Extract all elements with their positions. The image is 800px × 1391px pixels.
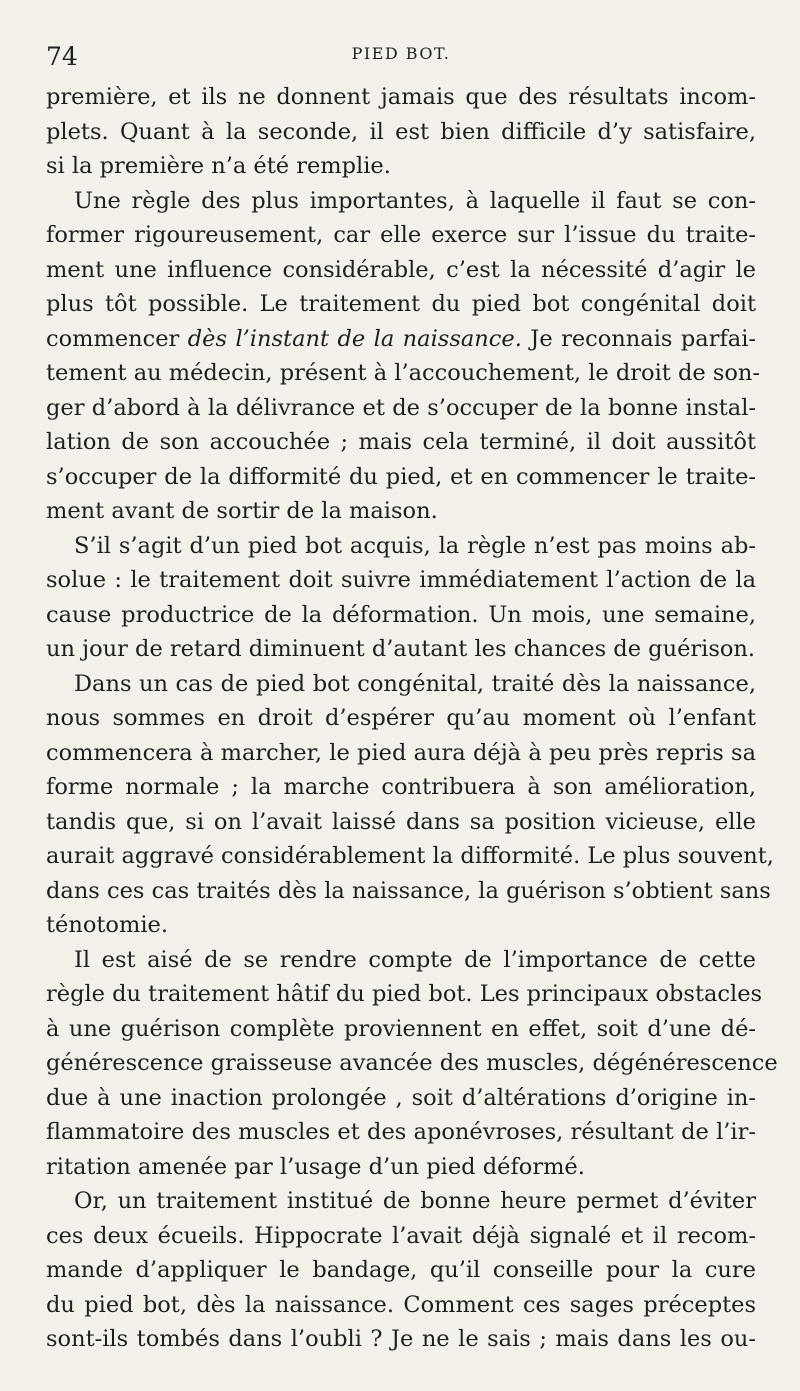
text-segment: Il est aisé de se rendre compte de l’importance de cette — [74, 946, 756, 973]
text-segment: plets. Quant à la seconde, il est bien difficile d’y satisfaire, — [46, 118, 756, 145]
text-segment: tandis que, si on l’avait laissé dans sa position vicieuse, elle — [46, 808, 756, 835]
text-line — [46, 563, 756, 598]
text-segment: Dans un cas de pied bot congénital, traité dès la naissance, — [74, 670, 756, 697]
text-line — [46, 391, 756, 426]
text-line — [46, 80, 756, 115]
text-line — [46, 460, 756, 495]
text-segment: tement au médecin, présent à l’accouchement, le droit de son- — [46, 360, 761, 386]
text-line — [46, 115, 756, 150]
paragraph — [46, 529, 756, 667]
text-line — [46, 356, 761, 391]
text-line — [46, 529, 756, 564]
text-segment: forme normale ; la marche contribuera à son amélioration, — [46, 774, 756, 800]
text-segment: commencera à marcher, le pied aura déjà à peu près repris sa — [46, 739, 756, 766]
text-segment: ment avant de sortir de la maison. — [46, 498, 438, 524]
text-segment: Une règle des plus importantes, à laquelle il faut se con- — [74, 187, 756, 214]
text-segment: due à une inaction prolongée , soit d’altérations d’origine in- — [46, 1084, 756, 1111]
text-line — [46, 874, 771, 909]
text-segment: plus tôt possible. Le traitement du pied bot congénital doit — [46, 291, 756, 317]
text-line — [46, 184, 756, 219]
text-segment: si la première n’a été remplie. — [46, 153, 391, 179]
text-segment: nous sommes en droit d’espérer qu’au moment où l’enfant — [46, 705, 756, 731]
paragraph — [46, 943, 778, 1185]
text-segment: à une guérison complète proviennent en effet, soit d’une dé- — [46, 1015, 756, 1042]
text-line — [46, 701, 756, 736]
text-segment: règle du traitement hâtif du pied bot. Les principaux obstacles — [46, 981, 763, 1007]
text-segment: Je reconnais parfai- — [521, 325, 756, 352]
text-line — [46, 1081, 756, 1116]
text-segment: S’il s’agit d’un pied bot acquis, la règle n’est pas moins ab- — [74, 532, 756, 559]
text-line — [46, 322, 756, 357]
page-header — [46, 34, 756, 74]
text-segment: sont-ils tombés dans l’oubli ? Je ne le sais ; mais dans les ou- — [46, 1326, 756, 1352]
paragraph — [46, 80, 756, 184]
text-segment: mande d’appliquer le bandage, qu’il conseille pour la cure — [46, 1257, 756, 1283]
text-line — [46, 977, 763, 1012]
text-segment: Or, un traitement institué de bonne heure permet d’éviter — [74, 1188, 756, 1214]
text-line — [46, 253, 756, 288]
text-line — [46, 1046, 778, 1081]
text-segment: aurait aggravé considérablement la difformité. Le plus souvent, — [46, 843, 774, 869]
text-segment: flammatoire des muscles et des aponévroses, résultant de l’ir- — [46, 1119, 756, 1145]
text-line — [46, 943, 756, 978]
paragraph — [46, 1184, 756, 1357]
text-line — [46, 287, 756, 322]
text-segment: ces deux écueils. Hippocrate l’avait déjà signalé et il recom- — [46, 1222, 756, 1249]
text-line — [46, 149, 756, 184]
text-line — [46, 1219, 756, 1254]
running-title: PIED BOT. — [351, 44, 451, 63]
text-line — [46, 632, 756, 667]
text-line — [46, 494, 756, 529]
text-segment: première, et ils ne donnent jamais que des résultats incom- — [46, 84, 756, 110]
text-line — [46, 1150, 756, 1185]
text-line — [46, 598, 756, 633]
text-line — [46, 1184, 756, 1219]
text-segment: du pied bot, dès la naissance. Comment ces sages préceptes — [46, 1291, 756, 1318]
text-segment: former rigoureusement, car elle exerce sur l’issue du traite- — [46, 222, 756, 248]
text-segment: générescence graisseuse avancée des muscles, dégénérescence — [46, 1050, 778, 1076]
page-number: 74 — [46, 42, 78, 71]
text-segment: ténotomie. — [46, 912, 168, 938]
text-segment: commencer — [46, 325, 188, 352]
text-segment: lation de son accouchée ; mais cela terminé, il doit aussitôt — [46, 429, 756, 455]
text-line — [46, 770, 756, 805]
text-line — [46, 1288, 756, 1323]
text-line — [46, 1115, 756, 1150]
text-segment: cause productrice de la déformation. Un mois, une semaine, — [46, 601, 756, 628]
text-line — [46, 1253, 756, 1288]
text-line — [46, 736, 756, 771]
text-line — [46, 805, 756, 840]
text-segment: dans ces cas traités dès la naissance, la guérison s’obtient sans — [46, 877, 771, 904]
text-segment: ritation amenée par l’usage d’un pied déformé. — [46, 1153, 585, 1180]
paragraph — [46, 667, 774, 943]
text-segment: solue : le traitement doit suivre immédiatement l’action de la — [46, 567, 756, 593]
page-body-text — [46, 80, 778, 1357]
text-line — [46, 839, 774, 874]
text-line — [46, 1322, 756, 1357]
text-line — [46, 218, 756, 253]
italic-text-segment: dès l’instant de la naissance. — [187, 325, 522, 352]
text-line — [46, 1012, 756, 1047]
text-line — [46, 667, 756, 702]
text-segment: un jour de retard diminuent d’autant les chances de guérison. — [46, 636, 756, 662]
paragraph — [46, 184, 761, 529]
text-segment: ger d’abord à la délivrance et de s’occuper de la bonne instal- — [46, 394, 756, 421]
text-segment: ment une influence considérable, c’est la nécessité d’agir le — [46, 256, 756, 283]
text-segment: s’occuper de la difformité du pied, et en commencer le traite- — [46, 463, 756, 490]
text-line — [46, 425, 756, 460]
text-line — [46, 908, 756, 943]
